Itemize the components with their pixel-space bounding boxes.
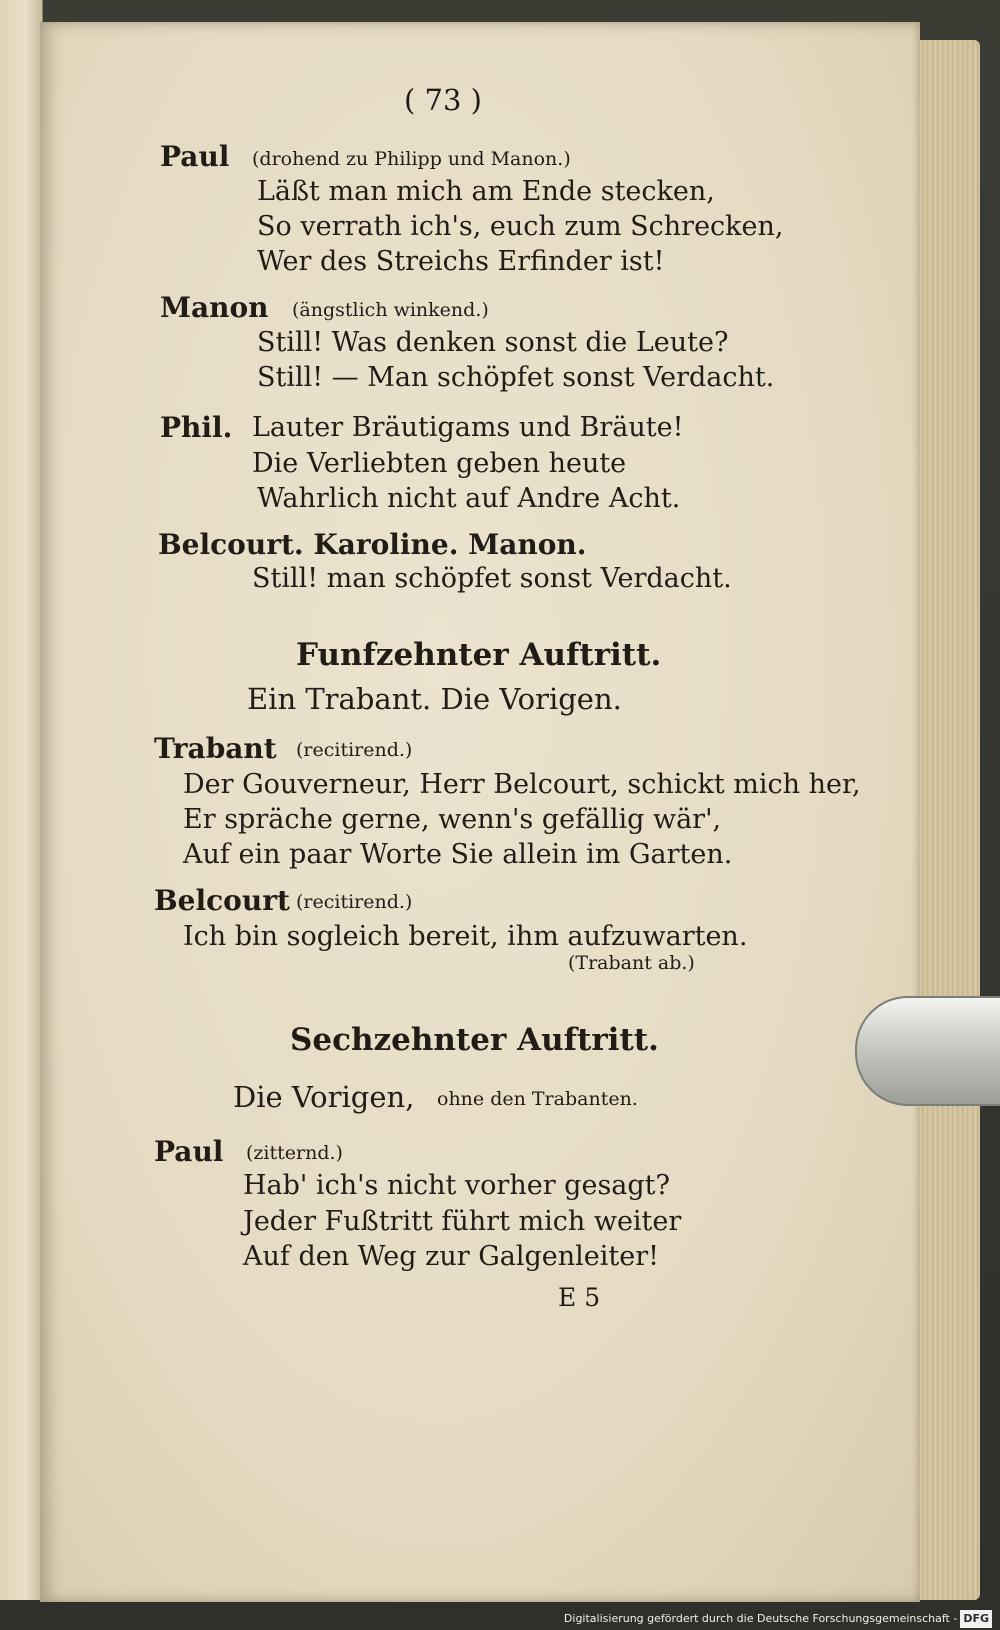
speaker-paul: Paul	[154, 1135, 224, 1168]
stage-direction: (drohend zu Philipp und Manon.)	[252, 148, 571, 170]
verse-line: Hab' ich's nicht vorher gesagt?	[243, 1170, 671, 1201]
verse-line: Jeder Fußtritt führt mich weiter	[243, 1206, 682, 1237]
facing-page-edge	[0, 0, 43, 1600]
dfg-logo: DFG	[960, 1610, 992, 1628]
stage-direction: (ängstlich winkend.)	[292, 299, 489, 321]
speaker-manon: Manon	[160, 291, 269, 324]
verse-line: Wahrlich nicht auf Andre Acht.	[257, 483, 681, 514]
speaker-trabant: Trabant	[154, 732, 277, 765]
stage-direction: (recitirend.)	[296, 739, 413, 761]
verse-line: Auf ein paar Worte Sie allein im Garten.	[183, 839, 733, 870]
verse-line: Die Verliebten geben heute	[252, 448, 627, 479]
verse-line: So verrath ich's, euch zum Schrecken,	[257, 211, 784, 242]
scene-heading: Sechzehnter Auftritt.	[290, 1022, 659, 1058]
page-number: ( 73 )	[404, 83, 482, 117]
verse-line: Ich bin sogleich bereit, ihm aufzuwarten.	[183, 921, 748, 952]
verse-line: Still! man schöpfet sonst Verdacht.	[252, 563, 732, 594]
page-stack-edges	[918, 40, 980, 1600]
scene-cast: Die Vorigen,	[233, 1080, 415, 1114]
verse-line: Wer des Streichs Erfinder ist!	[257, 246, 665, 277]
printer-signature: E 5	[558, 1283, 601, 1312]
stage-direction-exit: (Trabant ab.)	[568, 952, 695, 974]
speaker-ensemble: Belcourt. Karoline. Manon.	[158, 528, 587, 561]
stage-direction: (recitirend.)	[296, 891, 413, 913]
verse-line: Still! — Man schöpfet sonst Verdacht.	[257, 362, 775, 393]
speaker-belcourt: Belcourt	[154, 884, 290, 917]
verse-line: Er spräche gerne, wenn's gefällig wär',	[183, 804, 722, 835]
speaker-paul: Paul	[160, 140, 230, 173]
footer-text: Digitalisierung gefördert durch die Deutsche Forschungsgemeinschaft -	[563, 1612, 958, 1625]
verse-line: Auf den Weg zur Galgenleiter!	[243, 1241, 659, 1272]
verse-line: Läßt man mich am Ende stecken,	[257, 176, 715, 207]
scene-cast-note: ohne den Trabanten.	[437, 1088, 638, 1110]
speaker-phil: Phil.	[160, 411, 233, 444]
stage-direction: (zitternd.)	[246, 1142, 343, 1164]
digitization-credit	[564, 1610, 992, 1628]
scene-heading: Funfzehnter Auftritt.	[296, 637, 662, 673]
verse-line: Der Gouverneur, Herr Belcourt, schickt mich her,	[183, 769, 861, 800]
scene-cast: Ein Trabant. Die Vorigen.	[247, 682, 622, 716]
page-clip-holder	[855, 996, 1000, 1106]
verse-line: Lauter Bräutigams und Bräute!	[252, 412, 684, 443]
verse-line: Still! Was denken sonst die Leute?	[257, 327, 729, 358]
